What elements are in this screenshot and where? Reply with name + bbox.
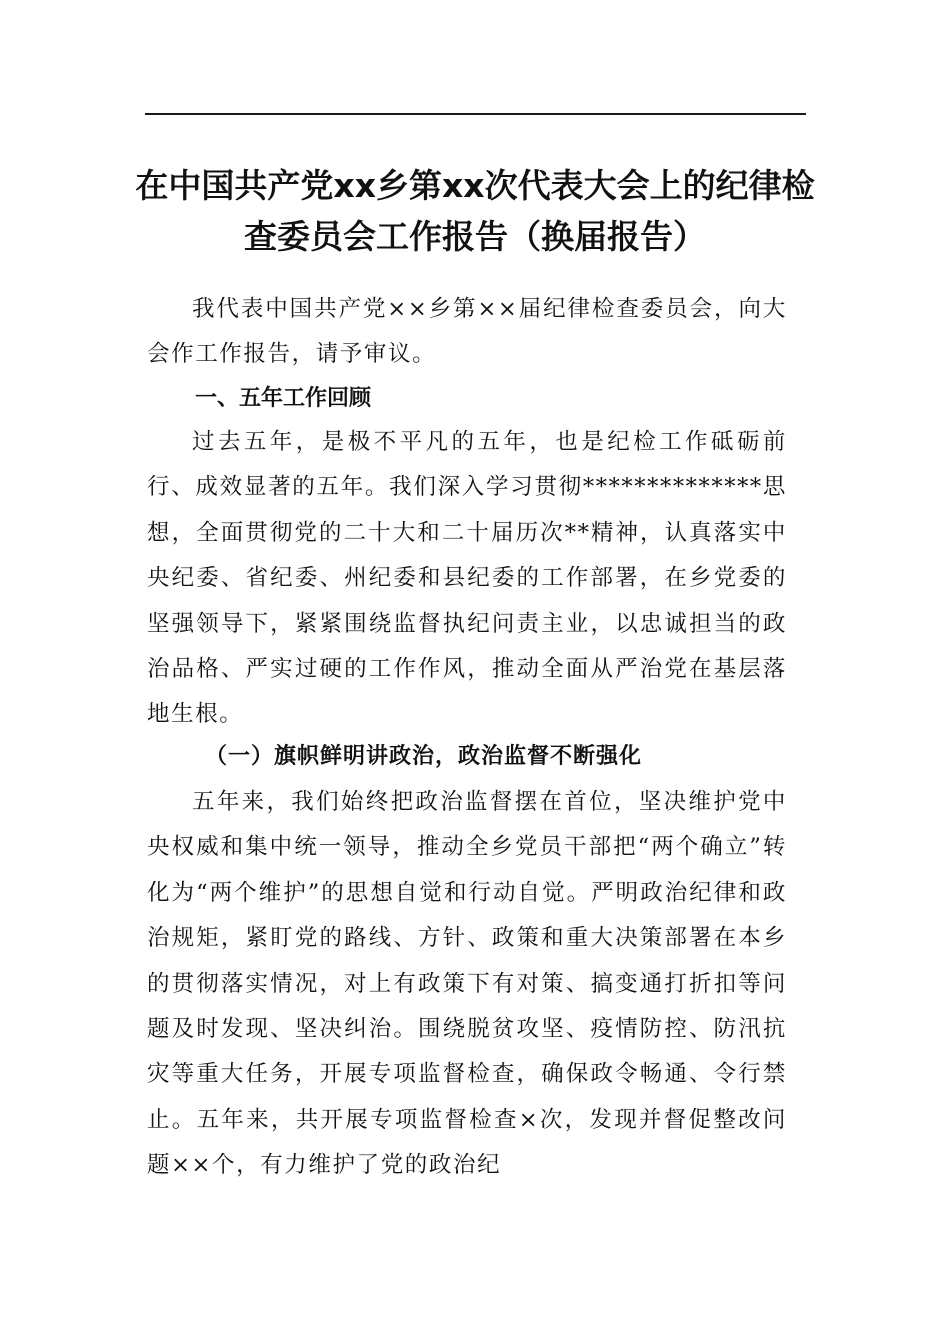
subsection-heading-political-supervision: （一）旗帜鲜明讲政治，政治监督不断强化 xyxy=(205,743,643,769)
section1-paragraph: 过去五年，是极不平凡的五年，也是纪检工作砥砺前行、成效显著的五年。我们深入学习贯彻**************思想，全面贯彻党的二十大和二十届历次**精神，认真落实中央纪委、省纪委、州纪委和县纪委的工作部署，在乡党委的坚强领导下，紧紧围绕监督执纪问责主业，以忠诚担当的政治品格、严实过硬的工作作风，推动全面从严治党在基层落地生根。 xyxy=(147,429,787,728)
subsection1-block xyxy=(147,780,787,1189)
intro-block xyxy=(147,287,787,378)
section-heading-work-review: 一、五年工作回顾 xyxy=(195,386,372,411)
intro-paragraph: 我代表中国共产党××乡第××届纪律检查委员会，向大会作工作报告，请予审议。 xyxy=(147,296,787,368)
header-rule xyxy=(145,113,806,115)
section1-block xyxy=(147,420,787,738)
document-title: 在中国共产党xx乡第xx次代表大会上的纪律检查委员会工作报告（换届报告） xyxy=(135,166,815,256)
subsection1-paragraph: 五年来，我们始终把政治监督摆在首位，坚决维护党中央权威和集中统一领导，推动全乡党员干部把“两个确立”转化为“两个维护”的思想自觉和行动自觉。严明政治纪律和政治规矩，紧盯党的路线、方针、政策和重大决策部署在本乡的贯彻落实情况，对上有政策下有对策、搞变通打折扣等问题及时发现、坚决纠治。围绕脱贫攻坚、疫情防控、防汛抗灾等重大任务，开展专项监督检查，确保政令畅通、令行禁止。五年来，共开展专项监督检查×次，发现并督促整改问题××个，有力维护了党的政治纪 xyxy=(147,789,787,1179)
